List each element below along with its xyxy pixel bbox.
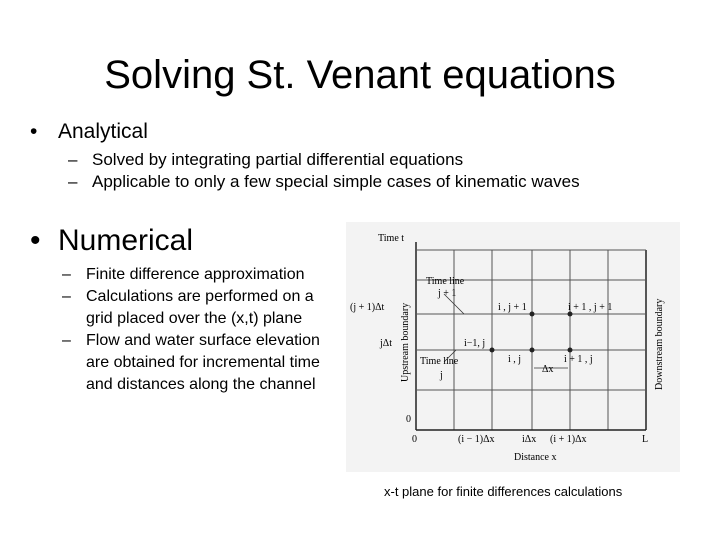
y-tick-zero: 0 — [406, 414, 411, 425]
subitem-text: Finite difference approximation — [86, 266, 305, 283]
bullet-numerical-label: Numerical — [58, 224, 194, 257]
bullet-analytical-label: Analytical — [58, 120, 148, 143]
node-label-i1-j: i + 1 , j — [564, 354, 593, 365]
bullet-dot: • — [30, 120, 38, 143]
figure-caption: x-t plane for finite differences calculations — [384, 484, 623, 499]
x-tick-zero: 0 — [412, 434, 417, 445]
time-axis-label: Time t — [378, 233, 405, 244]
downstream-boundary-label: Downstream boundary — [654, 298, 665, 390]
bullet-dot: • — [30, 224, 41, 257]
subitem-text: Calculations are performed on a grid placed over the (x,t) plane — [86, 288, 314, 327]
x-axis-label: Distance x — [514, 452, 557, 463]
xt-plane-figure — [346, 222, 680, 472]
xt-grid-diagram — [346, 222, 680, 472]
upstream-boundary-label: Upstream boundary — [400, 302, 411, 382]
dash: – — [68, 172, 78, 191]
grid-lines — [416, 242, 646, 430]
x-tick-im1: (i − 1)Δx — [458, 434, 495, 445]
time-line-top-index: j + 1 — [438, 288, 457, 299]
bullet-numerical — [30, 224, 193, 258]
node-label-i-j1: i , j + 1 — [498, 302, 527, 313]
numerical-subitems — [62, 264, 327, 396]
subitem-text: Applicable to only a few special simple cases of kinematic waves — [92, 172, 580, 191]
node-label-i1-j1: i + 1 , j + 1 — [568, 302, 613, 313]
time-line-bottom-index: j — [440, 370, 443, 381]
dx-label: Δx — [542, 364, 554, 375]
grid-node — [568, 348, 573, 353]
list-item — [68, 149, 580, 171]
node-label-im1-j: i−1, j — [464, 338, 486, 349]
dash: – — [62, 266, 71, 283]
list-item — [62, 264, 327, 286]
dash: – — [68, 150, 78, 169]
grid-node — [530, 348, 535, 353]
subitem-text: Flow and water surface elevation are obtained for incremental time and distances along the channel — [86, 332, 320, 393]
grid-node — [530, 312, 535, 317]
slide-title: Solving St. Venant equations — [104, 53, 616, 97]
dash: – — [62, 332, 71, 349]
list-item — [62, 286, 327, 330]
node-points — [490, 312, 573, 353]
x-tick-i: iΔx — [522, 434, 537, 445]
node-label-i-j: i , j — [508, 354, 522, 365]
list-item — [62, 330, 327, 396]
y-tick-jdt: jΔt — [380, 338, 392, 349]
dash: – — [62, 288, 71, 305]
grid-node — [490, 348, 495, 353]
y-tick-j1dt: (j + 1)Δt — [350, 302, 385, 313]
bullet-analytical — [30, 120, 148, 144]
x-tick-L: L — [642, 434, 649, 445]
time-line-top-label: Time line — [426, 276, 465, 287]
x-tick-i1: (i + 1)Δx — [550, 434, 587, 445]
analytical-subitems — [68, 149, 580, 193]
time-line-bottom-label: Time line — [420, 356, 459, 367]
list-item — [68, 171, 580, 193]
subitem-text: Solved by integrating partial differential equations — [92, 150, 464, 169]
